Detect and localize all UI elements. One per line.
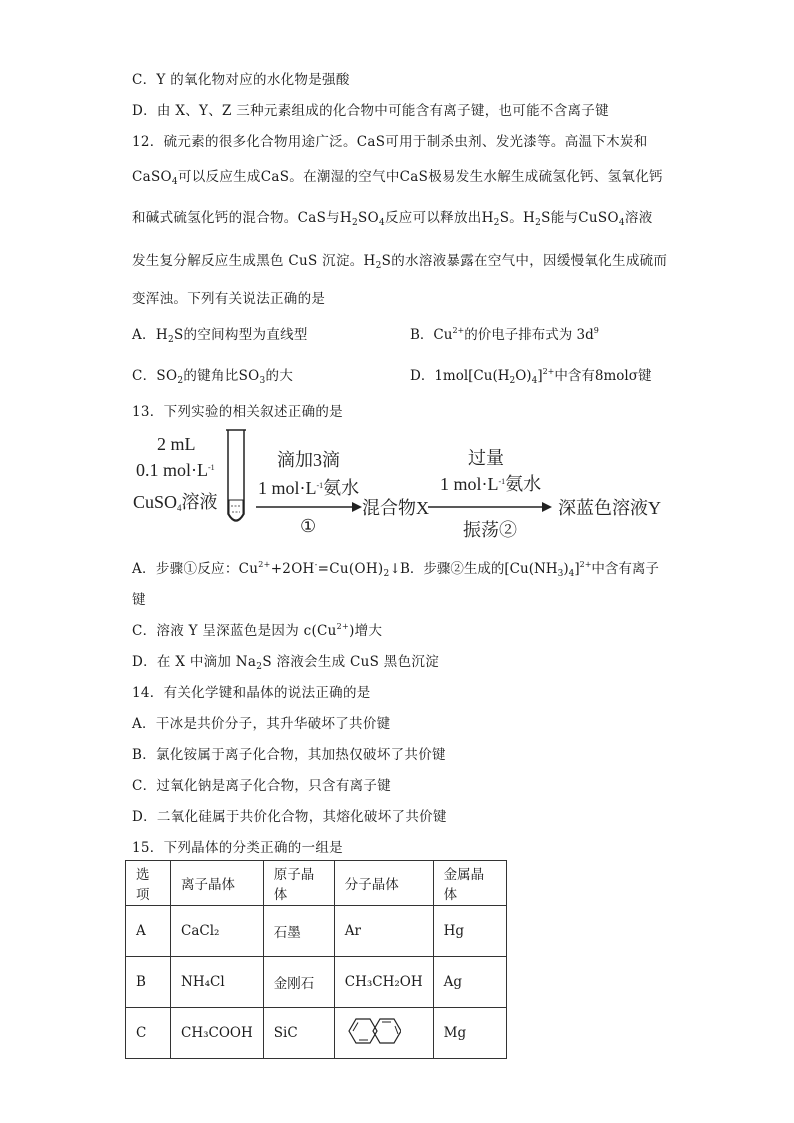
q12-stem-line3: 和碱式硫氢化钙的混合物。CaS与$H_2SO_4$反应可以释放出$H_2S$。$H_2S$能与CuSO$_4$溶液 (132, 210, 653, 228)
table-cell: 石墨 (263, 906, 334, 957)
step2-label-top: 过量 (468, 448, 504, 468)
table-header: 选项 (126, 861, 171, 906)
mixture-x: 混合物X (362, 498, 429, 518)
step2-label-mid: 1 $mol\cdot L^{-1}$氨水 (440, 474, 542, 494)
q13-option-b: B．步骤②生成的$[Cu(NH_3)_4]^{2+}$中含有离子 (400, 560, 659, 579)
table-cell: Hg (433, 906, 506, 957)
test-tube-icon (226, 430, 246, 521)
arrow-step2-icon (428, 502, 552, 512)
step1-number: ① (300, 516, 317, 536)
table-cell (334, 1008, 433, 1059)
q12-stem-line2: CaSO$_4$可以反应生成CaS。在潮湿的空气中CaS极易发生水解生成硫氢化钙、氢氧化钙 (132, 169, 663, 187)
table-cell: Ar (334, 906, 433, 957)
table-cell: Ag (433, 957, 506, 1008)
q12-stem-line4: 发生复分解反应生成黑色 CuS 沉淀。$H_2S$的水溶液暴露在空气中，因缓慢氧化生成硫而 (132, 253, 668, 271)
q14-stem: 14．有关化学键和晶体的说法正确的是 (132, 685, 371, 701)
q11-option-c: C．Y 的氧化物对应的水化物是强酸 (132, 72, 350, 88)
q12-option-d: D．$1mol[Cu(H_2O)_4]^{2+}$中含有8molσ键 (410, 367, 652, 386)
q12-option-c: C．$SO_2$的键角比$SO_3$的大 (132, 368, 294, 386)
q13-stem: 13．下列实验的相关叙述正确的是 (132, 404, 343, 420)
table-cell: CH₃CH₂OH (334, 957, 433, 1008)
table-cell: SiC (263, 1008, 334, 1059)
q12-option-a: A．$H_2S$的空间构型为直线型 (132, 327, 308, 345)
q15-stem: 15．下列晶体的分类正确的一组是 (132, 840, 343, 856)
experiment-diagram (130, 424, 670, 544)
q11-option-d: D．由 X、Y、Z 三种元素组成的化合物中可能含有离子键，也可能不含离子键 (132, 103, 609, 119)
reagent-volume: 2 mL (157, 434, 196, 454)
table-cell: CaCl₂ (171, 906, 264, 957)
q14-option-a: A．干冰是共价分子，其升华破坏了共价键 (132, 716, 391, 732)
table-header: 分子晶体 (334, 861, 433, 906)
q12-stem-line5: 变浑浊。下列有关说法正确的是 (132, 291, 326, 307)
table-cell: C (126, 1008, 171, 1059)
table-header: 金属晶体 (433, 861, 506, 906)
step2-label-bottom: 振荡② (463, 520, 517, 540)
q14-option-b: B．氯化铵属于离子化合物，其加热仅破坏了共价键 (132, 747, 446, 763)
q14-option-c: C．过氧化钠是离子化合物，只含有离子键 (132, 778, 392, 794)
reagent-concentration: 0.1 $mol\cdot L^{-1}$ (136, 460, 215, 480)
table-row (126, 1008, 507, 1059)
arrow-step1-icon (256, 502, 362, 512)
q13-option-c: C．溶液 Y 呈深蓝色是因为 $c(Cu^{2+})$增大 (132, 622, 383, 639)
q12-stem-line1: 12．硫元素的很多化合物用途广泛。CaS可用于制杀虫剂、发光漆等。高温下木炭和 (132, 134, 648, 150)
naphthalene-structure-icon (345, 1014, 401, 1048)
table-header: 原子晶体 (263, 861, 334, 906)
table-cell: Mg (433, 1008, 506, 1059)
q13-option-b-cont: 键 (132, 592, 146, 608)
table-cell: B (126, 957, 171, 1008)
table-row (126, 906, 507, 957)
reagent-name: CuSO$_4$溶液 (133, 492, 218, 513)
product-solution-y: 深蓝色溶液Y (558, 498, 661, 518)
crystal-table (125, 860, 507, 1059)
q13-option-a: A．步骤①反应：$Cu^{2+}+2OH^-=Cu(OH)_2↓$ (132, 560, 402, 579)
table-row (126, 957, 507, 1008)
table-header: 离子晶体 (171, 861, 264, 906)
table-cell: CH₃COOH (171, 1008, 264, 1059)
table-cell: 金刚石 (263, 957, 334, 1008)
q14-option-d: D．二氧化硅属于共价化合物，其熔化破坏了共价键 (132, 809, 447, 825)
step1-label-top: 滴加3滴 (277, 450, 340, 470)
diagram-graphics (130, 424, 670, 544)
table-header-row (126, 861, 507, 906)
table-cell: A (126, 906, 171, 957)
step1-label-mid: 1 $mol\cdot L^{-1}$氨水 (258, 478, 360, 498)
table-cell: NH₄Cl (171, 957, 264, 1008)
q12-option-b: B．$Cu^{2+}$的价电子排布式为 $3d^9$ (410, 326, 599, 343)
q13-option-d: D．在 X 中滴加 $Na_2S$ 溶液会生成 CuS 黑色沉淀 (132, 654, 440, 672)
